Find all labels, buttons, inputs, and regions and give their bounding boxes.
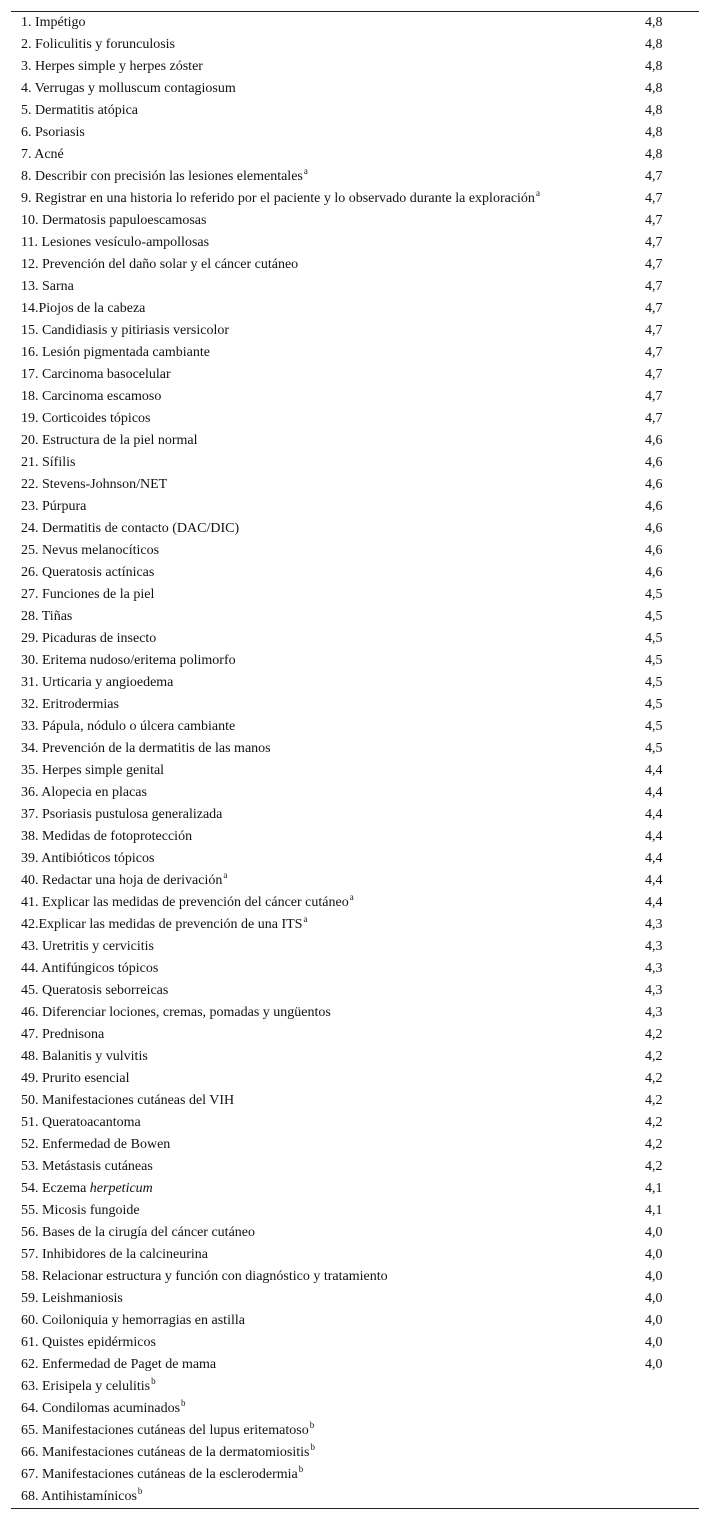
item-label: 43. Uretritis y cervicitis: [21, 939, 154, 954]
table-row: [11, 914, 699, 936]
table-row: [11, 320, 699, 342]
item-score: 4,0: [645, 1357, 663, 1372]
item-label: 66. Manifestaciones cutáneas de la dermatomiositis: [21, 1445, 310, 1460]
footnote-marker: b: [309, 1420, 315, 1430]
item-label: 65. Manifestaciones cutáneas del lupus eritematoso: [21, 1423, 309, 1438]
item-score: [643, 1442, 699, 1464]
item-label: 64. Condilomas acuminados: [21, 1401, 181, 1416]
item-score: 4,7: [645, 191, 663, 206]
table-row: [11, 1090, 699, 1112]
item-score: 4,4: [645, 895, 663, 910]
item-label-cell: [11, 1156, 643, 1178]
item-label-cell: [11, 1068, 643, 1090]
table-row: [11, 1178, 699, 1200]
item-score: 4,3: [645, 917, 663, 932]
item-label-cell: [11, 518, 643, 540]
table-row: [11, 254, 699, 276]
item-score: 4,2: [645, 1071, 663, 1086]
item-label-cell: [11, 1464, 643, 1486]
item-score: 4,6: [645, 521, 663, 536]
item-score: [643, 1420, 699, 1442]
table-row: [11, 210, 699, 232]
item-label-cell: [11, 386, 643, 408]
item-label: 36. Alopecia en placas: [21, 785, 147, 800]
table-row: [11, 144, 699, 166]
table-row: [11, 892, 699, 914]
item-label-cell: [11, 1200, 643, 1222]
item-label-cell: [11, 826, 643, 848]
item-label-cell: [11, 166, 643, 188]
item-label-cell: [11, 694, 643, 716]
footnote-marker: a: [303, 166, 308, 176]
item-score: 4,7: [645, 301, 663, 316]
table-row: [11, 364, 699, 386]
item-score: 4,3: [645, 961, 663, 976]
item-label: 2. Foliculitis y forunculosis: [21, 37, 175, 52]
item-label: 52. Enfermedad de Bowen: [21, 1137, 171, 1152]
item-score: 4,0: [645, 1313, 663, 1328]
item-label: 12. Prevención del daño solar y el cáncer cutáneo: [21, 257, 299, 272]
table-row: [11, 782, 699, 804]
item-label: 53. Metástasis cutáneas: [21, 1159, 153, 1174]
item-score: 4,3: [645, 983, 663, 998]
table-row: [11, 826, 699, 848]
item-label: 15. Candidiasis y pitiriasis versicolor: [21, 323, 230, 338]
item-label-cell: [11, 342, 643, 364]
item-label-cell: [11, 1112, 643, 1134]
item-score: 4,2: [645, 1093, 663, 1108]
table-row: [11, 628, 699, 650]
item-label-cell: [11, 276, 643, 298]
table-row: [11, 1464, 699, 1486]
item-label: 61. Quistes epidérmicos: [21, 1335, 156, 1350]
item-label: 35. Herpes simple genital: [21, 763, 165, 778]
item-score: 4,7: [645, 411, 663, 426]
item-label-cell: [11, 122, 643, 144]
item-score: [643, 1398, 699, 1420]
item-label-cell: [11, 1222, 643, 1244]
item-label: 38. Medidas de fotoprotección: [21, 829, 193, 844]
table-row: [11, 474, 699, 496]
table-row: [11, 122, 699, 144]
item-score: 4,2: [645, 1159, 663, 1174]
table-row: [11, 1288, 699, 1310]
item-score: 4,1: [645, 1203, 663, 1218]
table-row: [11, 606, 699, 628]
item-score: 4,5: [645, 653, 663, 668]
footnote-marker: a: [349, 892, 354, 902]
item-score: 4,6: [645, 477, 663, 492]
item-label-cell: [11, 144, 643, 166]
table-row: [11, 34, 699, 56]
table-row: [11, 56, 699, 78]
table-row: [11, 430, 699, 452]
table-row: [11, 672, 699, 694]
item-label-cell: [11, 430, 643, 452]
table-row: [11, 804, 699, 826]
item-label-cell: [11, 584, 643, 606]
table-row: [11, 1354, 699, 1376]
item-label-cell: [11, 980, 643, 1002]
item-label-cell: [11, 496, 643, 518]
item-score: 4,0: [645, 1225, 663, 1240]
item-score: 4,5: [645, 631, 663, 646]
table-row: [11, 188, 699, 210]
item-label-cell: [11, 254, 643, 276]
table-row: [11, 1134, 699, 1156]
table-row: [11, 1244, 699, 1266]
item-label: 19. Corticoides tópicos: [21, 411, 151, 426]
item-score: 4,5: [645, 697, 663, 712]
item-score: 4,7: [645, 235, 663, 250]
table-row: [11, 496, 699, 518]
table-row: [11, 1376, 699, 1398]
competency-table: [11, 12, 699, 1508]
item-label-cell: [11, 914, 643, 936]
table-row: [11, 12, 699, 34]
item-label: 45. Queratosis seborreicas: [21, 983, 169, 998]
table-row: [11, 100, 699, 122]
table-row: [11, 298, 699, 320]
item-label: 63. Erisipela y celulitis: [21, 1379, 151, 1394]
item-label: 54. Eczema: [21, 1181, 90, 1196]
item-label-cell: [11, 716, 643, 738]
item-score: 4,2: [645, 1027, 663, 1042]
item-label-cell: [11, 1178, 643, 1200]
item-label: 24. Dermatitis de contacto (DAC/DIC): [21, 521, 240, 536]
item-label-cell: [11, 1134, 643, 1156]
item-label-cell: [11, 1310, 643, 1332]
table-row: [11, 276, 699, 298]
item-label-cell: [11, 1024, 643, 1046]
item-label-cell: [11, 628, 643, 650]
item-score: 4,1: [645, 1181, 663, 1196]
item-score: 4,4: [645, 873, 663, 888]
item-label: 39. Antibióticos tópicos: [21, 851, 155, 866]
item-label: 55. Micosis fungoide: [21, 1203, 140, 1218]
item-label: 26. Queratosis actínicas: [21, 565, 155, 580]
item-score: 4,5: [645, 675, 663, 690]
item-score: 4,2: [645, 1049, 663, 1064]
table-row: [11, 342, 699, 364]
footnote-marker: a: [303, 914, 308, 924]
item-label: 48. Balanitis y vulvitis: [21, 1049, 148, 1064]
table-row: [11, 1266, 699, 1288]
item-score: 4,4: [645, 807, 663, 822]
table-row: [11, 716, 699, 738]
item-label: 51. Queratoacantoma: [21, 1115, 141, 1130]
item-label: 29. Picaduras de insecto: [21, 631, 157, 646]
item-label-cell: [11, 210, 643, 232]
table-body: [11, 12, 699, 1508]
item-score: 4,6: [645, 499, 663, 514]
item-score: 4,8: [645, 147, 663, 162]
item-label: 37. Psoriasis pustulosa generalizada: [21, 807, 223, 822]
item-label: 68. Antihistamínicos: [21, 1489, 137, 1504]
item-score: 4,8: [645, 37, 663, 52]
table-row: [11, 760, 699, 782]
table-row: [11, 694, 699, 716]
item-label: 9. Registrar en una historia lo referido por el paciente y lo observado durante la exploración: [21, 191, 535, 206]
table-row: [11, 1486, 699, 1508]
item-label-cell: [11, 1354, 643, 1376]
item-label-cell: [11, 936, 643, 958]
item-label: 17. Carcinoma basocelular: [21, 367, 171, 382]
item-score: 4,7: [645, 169, 663, 184]
item-label: 4. Verrugas y molluscum contagiosum: [21, 81, 236, 96]
footnote-marker: b: [310, 1442, 315, 1452]
item-label: 18. Carcinoma escamoso: [21, 389, 162, 404]
item-score: 4,5: [645, 741, 663, 756]
item-label: 41. Explicar las medidas de prevención del cáncer cutáneo: [21, 895, 349, 910]
item-score: 4,7: [645, 213, 663, 228]
item-label-cell: [11, 1398, 643, 1420]
item-score: 4,2: [645, 1137, 663, 1152]
footnote-marker: b: [137, 1486, 143, 1496]
item-score: [643, 1464, 699, 1486]
table-row: [11, 518, 699, 540]
item-score: 4,7: [645, 345, 663, 360]
table-row: [11, 1002, 699, 1024]
item-label: 25. Nevus melanocíticos: [21, 543, 160, 558]
competency-table-container: [11, 11, 699, 1509]
item-label: 20. Estructura de la piel normal: [21, 433, 198, 448]
item-label: 30. Eritema nudoso/eritema polimorfo: [21, 653, 236, 668]
item-label-cell: [11, 562, 643, 584]
item-score: 4,8: [645, 103, 663, 118]
table-row: [11, 584, 699, 606]
table-row: [11, 408, 699, 430]
item-score: 4,6: [645, 565, 663, 580]
item-label-cell: [11, 408, 643, 430]
item-label: 23. Púrpura: [21, 499, 87, 514]
item-label: 5. Dermatitis atópica: [21, 103, 139, 118]
item-label: 1. Impétigo: [21, 15, 86, 30]
item-label-cell: [11, 56, 643, 78]
item-score: 4,6: [645, 455, 663, 470]
item-score: [643, 1486, 699, 1508]
item-label: 42.Explicar las medidas de prevención de una ITS: [21, 917, 303, 932]
item-score: 4,6: [645, 433, 663, 448]
item-label-cell: [11, 364, 643, 386]
item-score: 4,0: [645, 1335, 663, 1350]
table-row: [11, 980, 699, 1002]
item-score: 4,6: [645, 543, 663, 558]
item-label: 50. Manifestaciones cutáneas del VIH: [21, 1093, 235, 1108]
item-label-cell: [11, 650, 643, 672]
table-row: [11, 1068, 699, 1090]
table-row: [11, 562, 699, 584]
footnote-marker: b: [151, 1376, 156, 1386]
footnote-marker: a: [535, 188, 540, 198]
table-row: [11, 1200, 699, 1222]
item-label-cell: [11, 1332, 643, 1354]
item-label-cell: [11, 1442, 643, 1464]
footnote-marker: a: [223, 870, 228, 880]
item-label-cell: [11, 672, 643, 694]
item-score: 4,7: [645, 279, 663, 294]
item-score: 4,3: [645, 1005, 663, 1020]
table-row: [11, 1156, 699, 1178]
item-label: 31. Urticaria y angioedema: [21, 675, 174, 690]
table-row: [11, 1442, 699, 1464]
table-row: [11, 848, 699, 870]
table-row: [11, 958, 699, 980]
item-label-cell: [11, 100, 643, 122]
table-row: [11, 540, 699, 562]
item-score: 4,3: [645, 939, 663, 954]
item-label: 28. Tiñas: [21, 609, 73, 624]
item-label-cell: [11, 232, 643, 254]
item-label: 59. Leishmaniosis: [21, 1291, 123, 1306]
item-label: 11. Lesiones vesículo-ampollosas: [21, 235, 210, 250]
item-label: 7. Acné: [21, 147, 64, 162]
table-row: [11, 870, 699, 892]
item-label: 46. Diferenciar lociones, cremas, pomadas y ungüentos: [21, 1005, 331, 1020]
item-label: 49. Prurito esencial: [21, 1071, 130, 1086]
item-label: 57. Inhibidores de la calcineurina: [21, 1247, 208, 1262]
item-label: 58. Relacionar estructura y función con diagnóstico y tratamiento: [21, 1269, 388, 1284]
table-row: [11, 1046, 699, 1068]
table-row: [11, 386, 699, 408]
item-label: 47. Prednisona: [21, 1027, 105, 1042]
table-row: [11, 1310, 699, 1332]
item-label: 13. Sarna: [21, 279, 74, 294]
item-label: 27. Funciones de la piel: [21, 587, 155, 602]
table-row: [11, 650, 699, 672]
item-score: 4,4: [645, 785, 663, 800]
item-score: 4,5: [645, 609, 663, 624]
item-label-cell: [11, 1420, 643, 1442]
item-label: 22. Stevens-Johnson/NET: [21, 477, 168, 492]
table-row: [11, 1420, 699, 1442]
item-label-cell: [11, 1046, 643, 1068]
item-label: 14.Piojos de la cabeza: [21, 301, 146, 316]
item-score: 4,8: [645, 125, 663, 140]
item-score: 4,8: [645, 59, 663, 74]
item-score: [643, 1376, 699, 1398]
item-label: 33. Pápula, nódulo o úlcera cambiante: [21, 719, 236, 734]
item-label: 62. Enfermedad de Paget de mama: [21, 1357, 217, 1372]
item-label-cell: [11, 1288, 643, 1310]
table-row: [11, 1398, 699, 1420]
item-label-cell: [11, 1486, 643, 1508]
item-label: 56. Bases de la cirugía del cáncer cutáneo: [21, 1225, 256, 1240]
footnote-marker: b: [181, 1398, 186, 1408]
table-row: [11, 1332, 699, 1354]
table-row: [11, 232, 699, 254]
item-score: 4,7: [645, 257, 663, 272]
item-label: 10. Dermatosis papuloescamosas: [21, 213, 207, 228]
item-label-cell: [11, 320, 643, 342]
item-label: 6. Psoriasis: [21, 125, 85, 140]
item-label-cell: [11, 1244, 643, 1266]
item-label-cell: [11, 452, 643, 474]
item-label: 21. Sífilis: [21, 455, 76, 470]
table-row: [11, 78, 699, 100]
item-score: 4,0: [645, 1247, 663, 1262]
item-label: 3. Herpes simple y herpes zóster: [21, 59, 203, 74]
item-label-cell: [11, 1266, 643, 1288]
item-label-cell: [11, 738, 643, 760]
item-score: 4,8: [645, 81, 663, 96]
item-label: 8. Describir con precisión las lesiones elementales: [21, 169, 303, 184]
item-label: 34. Prevención de la dermatitis de las manos: [21, 741, 271, 756]
item-score: 4,2: [645, 1115, 663, 1130]
item-score: 4,0: [645, 1269, 663, 1284]
item-label-cell: [11, 1090, 643, 1112]
table-row: [11, 166, 699, 188]
item-score: 4,0: [645, 1291, 663, 1306]
item-score: 4,5: [645, 587, 663, 602]
item-label-cell: [11, 1002, 643, 1024]
table-row: [11, 738, 699, 760]
item-label-cell: [11, 892, 643, 914]
item-label: 32. Eritrodermias: [21, 697, 119, 712]
item-label-cell: [11, 78, 643, 100]
table-row: [11, 1112, 699, 1134]
item-label-cell: [11, 804, 643, 826]
item-label-cell: [11, 34, 643, 56]
item-label-cell: [11, 298, 643, 320]
item-score: 4,7: [645, 389, 663, 404]
item-label: 60. Coiloniquia y hemorragias en astilla: [21, 1313, 245, 1328]
item-score: 4,4: [645, 851, 663, 866]
footnote-marker: b: [298, 1464, 304, 1474]
item-score: 4,4: [645, 829, 663, 844]
item-label-cell: [11, 760, 643, 782]
item-label-italic: herpeticum: [89, 1181, 153, 1196]
item-label-cell: [11, 870, 643, 892]
table-row: [11, 1024, 699, 1046]
table-row: [11, 452, 699, 474]
item-label-cell: [11, 782, 643, 804]
item-label-cell: [11, 540, 643, 562]
item-label: 67. Manifestaciones cutáneas de la esclerodermia: [21, 1467, 298, 1482]
item-label-cell: [11, 12, 643, 34]
table-row: [11, 1222, 699, 1244]
item-label-cell: [11, 188, 643, 210]
item-score: 4,7: [645, 323, 663, 338]
item-label: 44. Antifúngicos tópicos: [21, 961, 159, 976]
item-score: 4,4: [645, 763, 663, 778]
item-label-cell: [11, 474, 643, 496]
item-score: 4,7: [645, 367, 663, 382]
item-label-cell: [11, 606, 643, 628]
item-label-cell: [11, 848, 643, 870]
item-score: 4,8: [645, 15, 663, 30]
item-score: 4,5: [645, 719, 663, 734]
item-label-cell: [11, 958, 643, 980]
item-label: 16. Lesión pigmentada cambiante: [21, 345, 210, 360]
table-row: [11, 936, 699, 958]
item-label: 40. Redactar una hoja de derivación: [21, 873, 223, 888]
item-label-cell: [11, 1376, 643, 1398]
